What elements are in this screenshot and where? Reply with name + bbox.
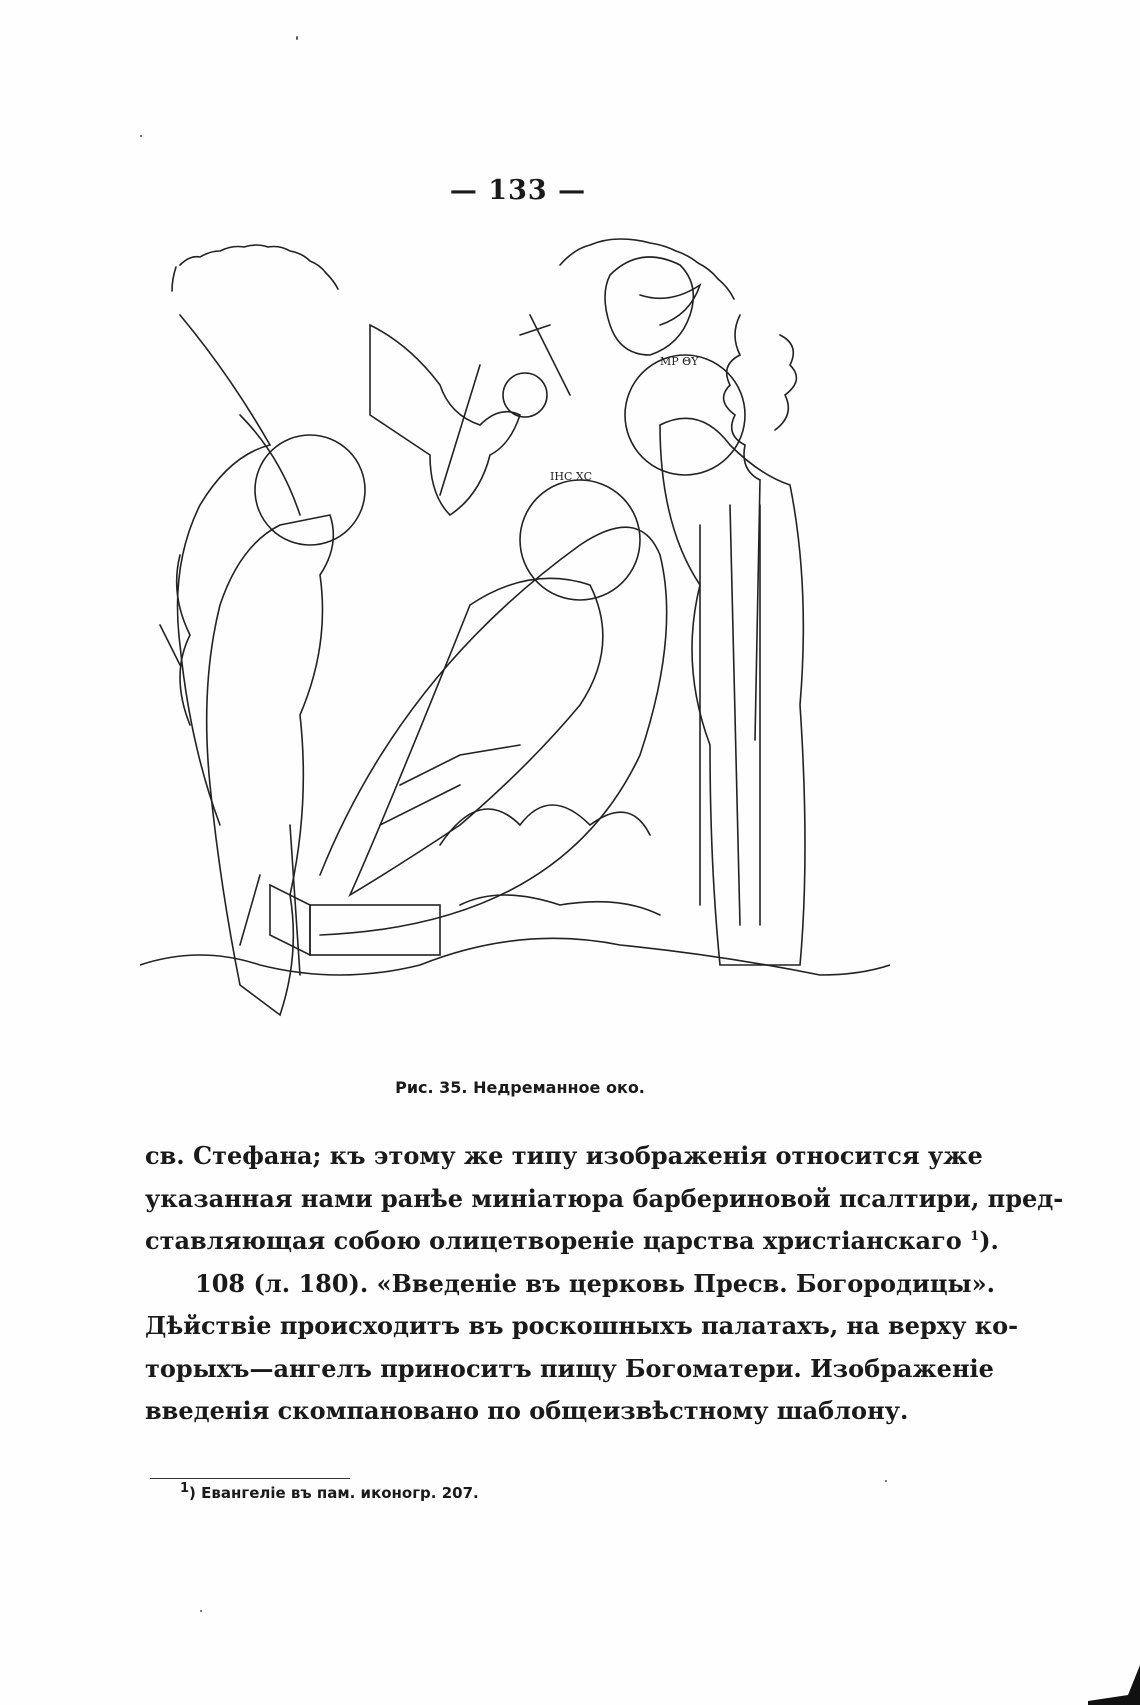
figure-caption xyxy=(0,1078,1040,1097)
footnote-marker-paren: ) xyxy=(189,1484,196,1502)
text-line-3-main: ставляющая собою олицетвореніе царства христіанскаго xyxy=(145,1226,962,1255)
scalloped-border-right xyxy=(560,239,734,299)
text-line-6: торыхъ—ангелъ приноситъ пищу Богоматери. Изображеніе xyxy=(145,1353,994,1383)
scalloped-border-left xyxy=(180,245,338,289)
text-line-7: введенія скомпановано по общеизвѣстному шаблону. xyxy=(145,1396,909,1425)
illustration-figure xyxy=(140,225,890,1070)
page-number: — 133 — xyxy=(449,175,587,206)
paper-speck xyxy=(200,1610,202,1612)
virgin-halo-label: ΜΡ ΘΥ xyxy=(660,355,699,368)
footnote-text: Евангеліе въ пам. иконогр. 207. xyxy=(201,1484,479,1502)
text-line-4: 108 (л. 180). «Введеніе въ церковь Пресв. Богородицы». xyxy=(195,1268,995,1298)
christ-body xyxy=(350,578,603,895)
figure-title: Недреманное око. xyxy=(473,1078,645,1097)
text-line-5: Дѣйствіе происходитъ въ роскошныхъ палатахъ, на верху ко- xyxy=(145,1311,1019,1340)
text-line-3-tail: ). xyxy=(979,1226,999,1255)
angel-with-spear xyxy=(370,325,520,515)
sun-disc xyxy=(503,373,547,417)
text-line-1: св. Стефана; къ этому же типу изображенія относится уже xyxy=(145,1141,983,1170)
paper-speck xyxy=(885,1480,887,1482)
angel-left-halo xyxy=(255,435,365,545)
text-line-2: указанная нами ранѣе миніатюра барбериновой псалтири, пред- xyxy=(145,1183,1064,1213)
figure-label: Рис. 35. xyxy=(395,1078,468,1097)
body-text xyxy=(145,1135,1064,1433)
angel-with-cross xyxy=(520,257,700,395)
footnote-marker: 1 xyxy=(180,1481,190,1496)
angel-left-wings xyxy=(178,315,301,825)
christ-halo-label: ІНС ХС xyxy=(550,470,593,483)
virgin-body xyxy=(660,418,805,965)
page-corner-shadow xyxy=(1088,1665,1140,1705)
paper-speck xyxy=(140,135,142,137)
illustration-drawing xyxy=(140,225,890,1070)
paper-speck xyxy=(296,36,298,40)
angel-left-body xyxy=(207,515,334,1015)
ground-vegetation xyxy=(140,938,890,975)
footnote xyxy=(180,1481,479,1502)
footnote-reference: 1 xyxy=(970,1229,980,1244)
virgin-halo xyxy=(625,355,745,475)
text-line-3 xyxy=(145,1220,999,1263)
footnote-divider xyxy=(150,1478,350,1479)
